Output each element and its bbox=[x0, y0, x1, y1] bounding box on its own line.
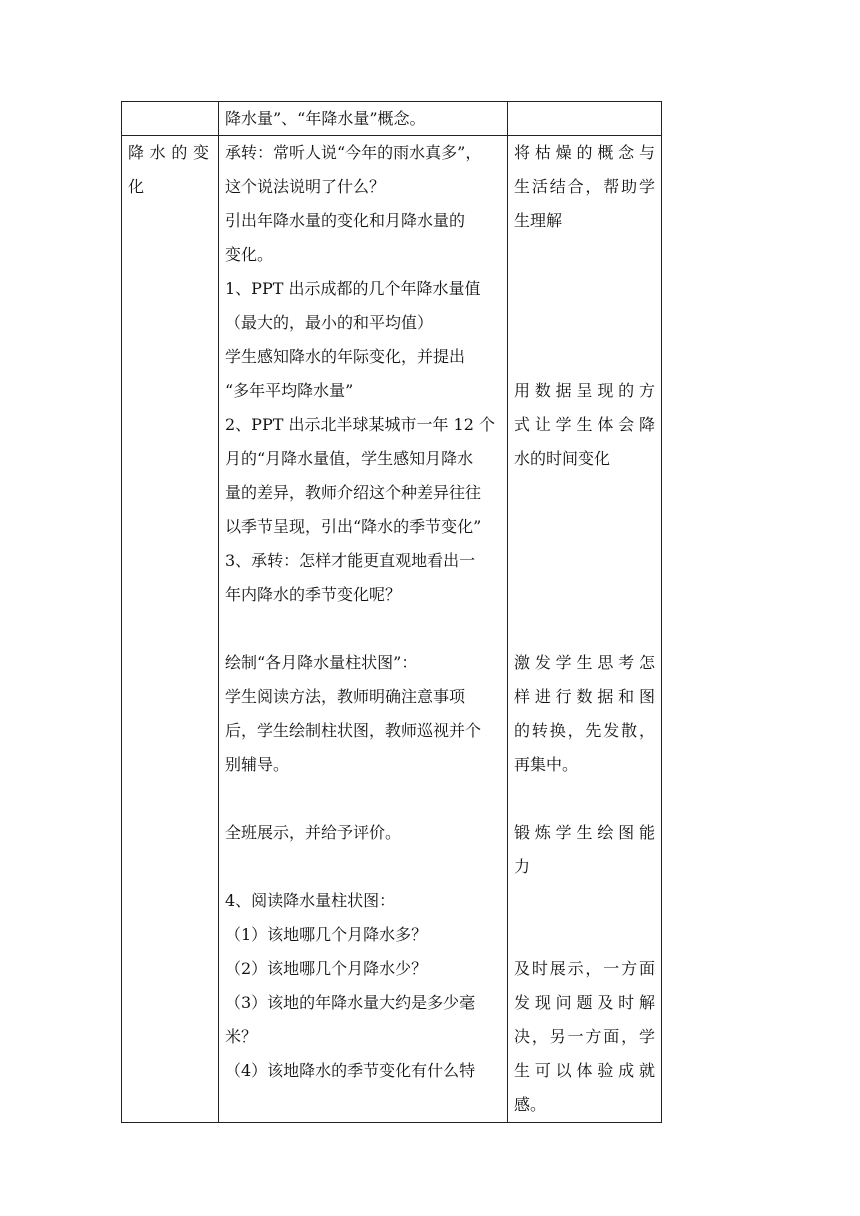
text-line bbox=[514, 612, 655, 646]
text-line: 发现问题及时解 bbox=[514, 993, 655, 1012]
text-line: 化 bbox=[128, 177, 148, 196]
text-line: （最大的，最小的和平均值） bbox=[225, 313, 434, 332]
text-line: 别辅导。 bbox=[225, 755, 290, 774]
text-line bbox=[514, 306, 655, 340]
text-line: 4、阅读降水量柱状图： bbox=[225, 891, 396, 910]
text-line bbox=[514, 918, 655, 952]
text-line: 生理解 bbox=[514, 211, 563, 230]
text-line: （4）该地降水的季节变化有什么特 bbox=[225, 1061, 476, 1080]
text-line: 承转：常听人说“今年的雨水真多”， bbox=[225, 143, 482, 162]
text-line: 以季节呈现，引出“降水的季节变化” bbox=[225, 517, 482, 536]
table-row bbox=[122, 102, 662, 136]
text-line: 年内降水的季节变化呢？ bbox=[225, 585, 402, 604]
text-line: 绘制“各月降水量柱状图”： bbox=[225, 653, 418, 672]
text-line: 生可以体验成就 bbox=[514, 1061, 655, 1080]
text-line bbox=[514, 340, 655, 374]
text-line bbox=[514, 272, 655, 306]
text-line: 学生阅读方法，教师明确注意事项 bbox=[225, 687, 466, 706]
text-line: 决，另一方面，学 bbox=[514, 1027, 655, 1046]
text-line bbox=[225, 782, 501, 816]
cell-topic bbox=[122, 102, 219, 136]
text-line: 2、PPT 出示北半球某城市一年 12 个 bbox=[225, 415, 496, 434]
text-line: 学生感知降水的年际变化，并提出 bbox=[225, 347, 466, 366]
text-line: “多年平均降水量” bbox=[225, 381, 354, 400]
cell-activity bbox=[219, 102, 508, 136]
text-line: 量的差异，教师介绍这个种差异往往 bbox=[225, 483, 482, 502]
text-line: 这个说法说明了什么？ bbox=[225, 177, 386, 196]
text-line: （2）该地哪几个月降水少？ bbox=[225, 959, 428, 978]
text-line bbox=[514, 238, 655, 272]
text-line bbox=[225, 850, 501, 884]
text-line: 感。 bbox=[514, 1095, 547, 1114]
text-line: 激发学生思考怎 bbox=[514, 653, 655, 672]
text-line: 的转换，先发散， bbox=[514, 721, 655, 740]
text-line bbox=[514, 476, 655, 510]
text-line: 样进行数据和图 bbox=[514, 687, 655, 706]
text-line: 锻炼学生绘图能 bbox=[514, 823, 655, 842]
text-line: 月的“月降水量值，学生感知月降水 bbox=[225, 449, 474, 468]
text-line: 变化。 bbox=[225, 245, 274, 264]
text-line: 引出年降水量的变化和月降水量的 bbox=[225, 211, 466, 230]
text-line: 将枯燥的概念与 bbox=[514, 143, 655, 162]
text-line bbox=[514, 544, 655, 578]
cell-intent bbox=[508, 102, 662, 136]
text-line bbox=[225, 612, 501, 646]
text-line: 全班展示，并给予评价。 bbox=[225, 823, 402, 842]
text-line: 3、承转：怎样才能更直观地看出一 bbox=[225, 551, 476, 570]
cell-topic bbox=[122, 136, 219, 1123]
text-line bbox=[514, 578, 655, 612]
text-line bbox=[514, 884, 655, 918]
text-line: （1）该地哪几个月降水多？ bbox=[225, 925, 428, 944]
cell-activity bbox=[219, 136, 508, 1123]
text-line: 及时展示，一方面 bbox=[514, 959, 655, 978]
continued-text: 降水量”、“年降水量”概念。 bbox=[225, 109, 426, 128]
text-line: 力 bbox=[514, 857, 531, 876]
text-line: 米？ bbox=[225, 1027, 258, 1046]
text-line: 用数据呈现的方 bbox=[514, 381, 655, 400]
text-line: 降水的变 bbox=[128, 143, 212, 162]
text-line: 1、PPT 出示成都的几个年降水量值 bbox=[225, 279, 481, 298]
text-line: 后，学生绘制柱状图，教师巡视并个 bbox=[225, 721, 482, 740]
text-line: 再集中。 bbox=[514, 755, 579, 774]
cell-intent bbox=[508, 136, 662, 1123]
text-line: 水的时间变化 bbox=[514, 449, 611, 468]
lesson-plan-table bbox=[121, 101, 662, 1123]
text-line bbox=[514, 510, 655, 544]
table-row bbox=[122, 136, 662, 1123]
text-line: 生活结合，帮助学 bbox=[514, 177, 655, 196]
text-line bbox=[514, 782, 655, 816]
text-line: 式让学生体会降 bbox=[514, 415, 655, 434]
text-line: （3）该地的年降水量大约是多少毫 bbox=[225, 993, 476, 1012]
